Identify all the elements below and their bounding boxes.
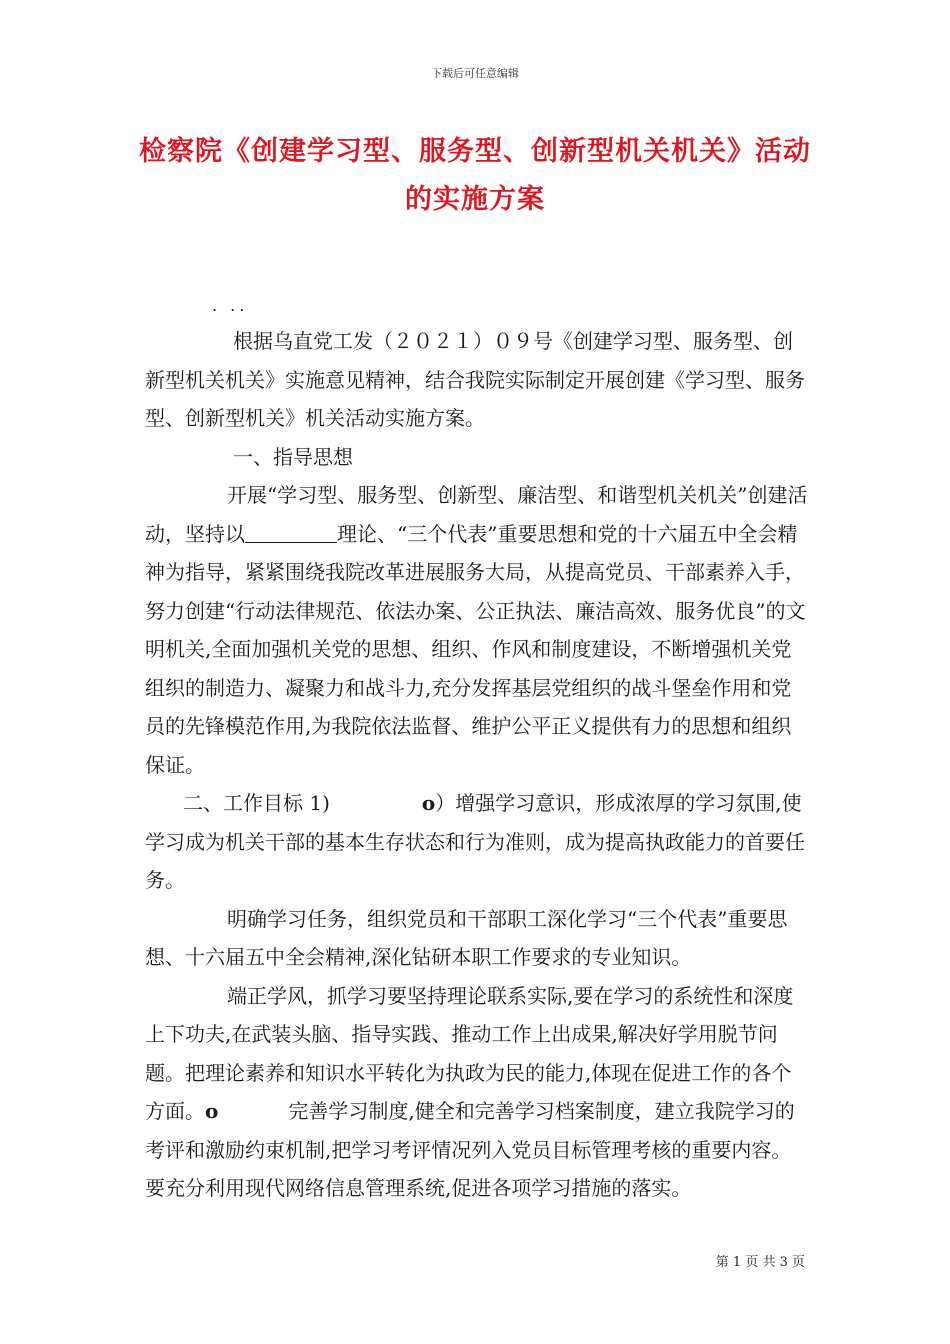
paragraph-work-goals	[145, 784, 810, 900]
list-marker: ο	[205, 1099, 219, 1123]
paragraph-guiding-thought-part1: 开展“学习型、服务型、创新型、廉洁型、和谐型机关机关”创建活动，坚持以	[145, 483, 808, 546]
blank-underline	[245, 522, 337, 543]
paragraph-guiding-thought	[145, 476, 810, 784]
header-note: 下载后可任意编辑	[431, 67, 519, 80]
document-body	[145, 322, 810, 1208]
section-heading-work-goals: 二、工作目标 1)	[183, 791, 330, 815]
paragraph-guiding-thought-part2: 理论、“三个代表”重要思想和党的十六届五中全会精神为指导，紧紧围绕我院改革进展服务大局，从提高党员、干部素养入手，努力创建“行动法律规范、依法办案、公正执法、廉洁高效、服务优良”的文明机关,全面加强机关党的思想、组织、作风和制度建设，不断增强机关党组织的制造力、凝聚力和战斗力,充分发挥基层党组织的战斗堡垒作用和党员的先锋模范作用,为我院依法监督、维护公平正义提供有力的思想和组织保证。	[145, 521, 806, 777]
paragraph-intro: 根据乌直党工发（２０２１）０９号《创建学习型、服务型、创新型机关机关》实施意见精神，结合我院实际制定开展创建《学习型、服务型、创新型机关》机关活动实施方案。	[145, 329, 805, 430]
page-number: 第 1 页 共 3 页	[715, 1255, 805, 1270]
paragraph-study-system-text: 完善学习制度,健全和完善学习档案制度，建立我院学习的考评和激励约束机制,把学习考评情况列入党员目标管理考核的重要内容。要充分利用现代网络信息管理系统,促进各项学习措施的落实。	[145, 1099, 795, 1200]
ellipsis-marks: . ..	[212, 296, 249, 315]
paragraph-study-style-text: 端正学风，抓学习要坚持理论联系实际,要在学习的系统性和深度上下功夫,在武装头脑、指导实践、推动工作上出成果,解决好学用脱节问题。把理论素养和知识水平转化为执政为民的能力,体现在促进工作的各个方面。	[145, 983, 794, 1123]
document-title: 检察院《创建学习型、服务型、创新型机关机关》活动的实施方案	[139, 136, 811, 215]
paragraph-study-style	[145, 977, 810, 1208]
paragraph-work-goals-text: ）增强学习意识，形成浓厚的学习氛围,使学习成为机关干部的基本生存状态和行为准则，成为提高执政能力的首要任务。	[145, 791, 805, 892]
paragraph-learning-tasks: 明确学习任务，组织党员和干部职工深化学习“三个代表”重要思想、十六届五中全会精神,深化钻研本职工作要求的专业知识。	[145, 906, 788, 969]
section-heading-guiding-thought: 一、指导思想	[233, 444, 353, 469]
list-marker: ο	[421, 791, 436, 815]
